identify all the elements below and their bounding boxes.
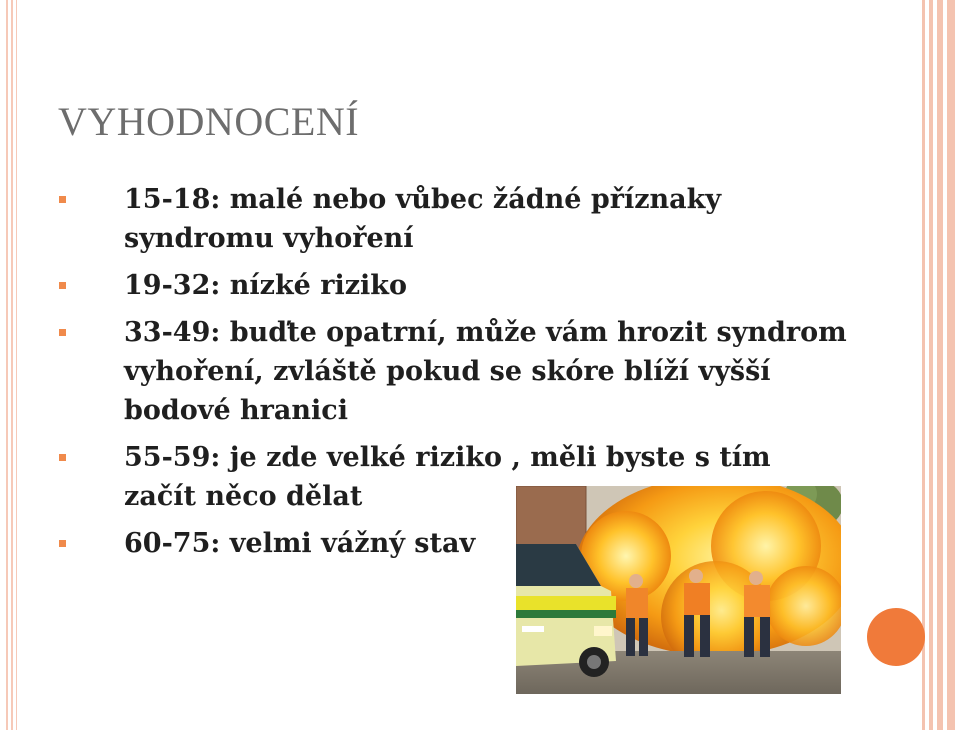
orange-circle-decoration xyxy=(867,608,925,666)
bullet-text: 60-75: velmi vážný stav xyxy=(124,528,476,559)
square-bullet-icon xyxy=(59,282,66,289)
left-decor-lines xyxy=(0,0,22,730)
square-bullet-icon xyxy=(59,540,66,547)
bullet-text: 55-59: je zde velké riziko , měli byste s tím začít něco dělat xyxy=(124,442,771,512)
bullet-text: 15-18: malé nebo vůbec žádné příznaky syndromu vyhoření xyxy=(124,184,722,254)
bullet-item xyxy=(58,180,848,258)
square-bullet-icon xyxy=(59,454,66,461)
square-bullet-icon xyxy=(59,329,66,336)
square-bullet-icon xyxy=(59,196,66,203)
bullet-text: 19-32: nízké riziko xyxy=(124,270,408,301)
bullet-text: 33-49: buďte opatrní, může vám hrozit syndrom vyhoření, zvláště pokud se skóre blíží vyšší bodové hranici xyxy=(124,317,847,426)
bullet-item xyxy=(58,313,848,430)
explosion-rescue-photo xyxy=(516,486,841,694)
bullet-item xyxy=(58,266,848,305)
right-decor-stripes xyxy=(920,0,960,730)
slide-title: VYHODNOCENÍ xyxy=(58,99,360,144)
